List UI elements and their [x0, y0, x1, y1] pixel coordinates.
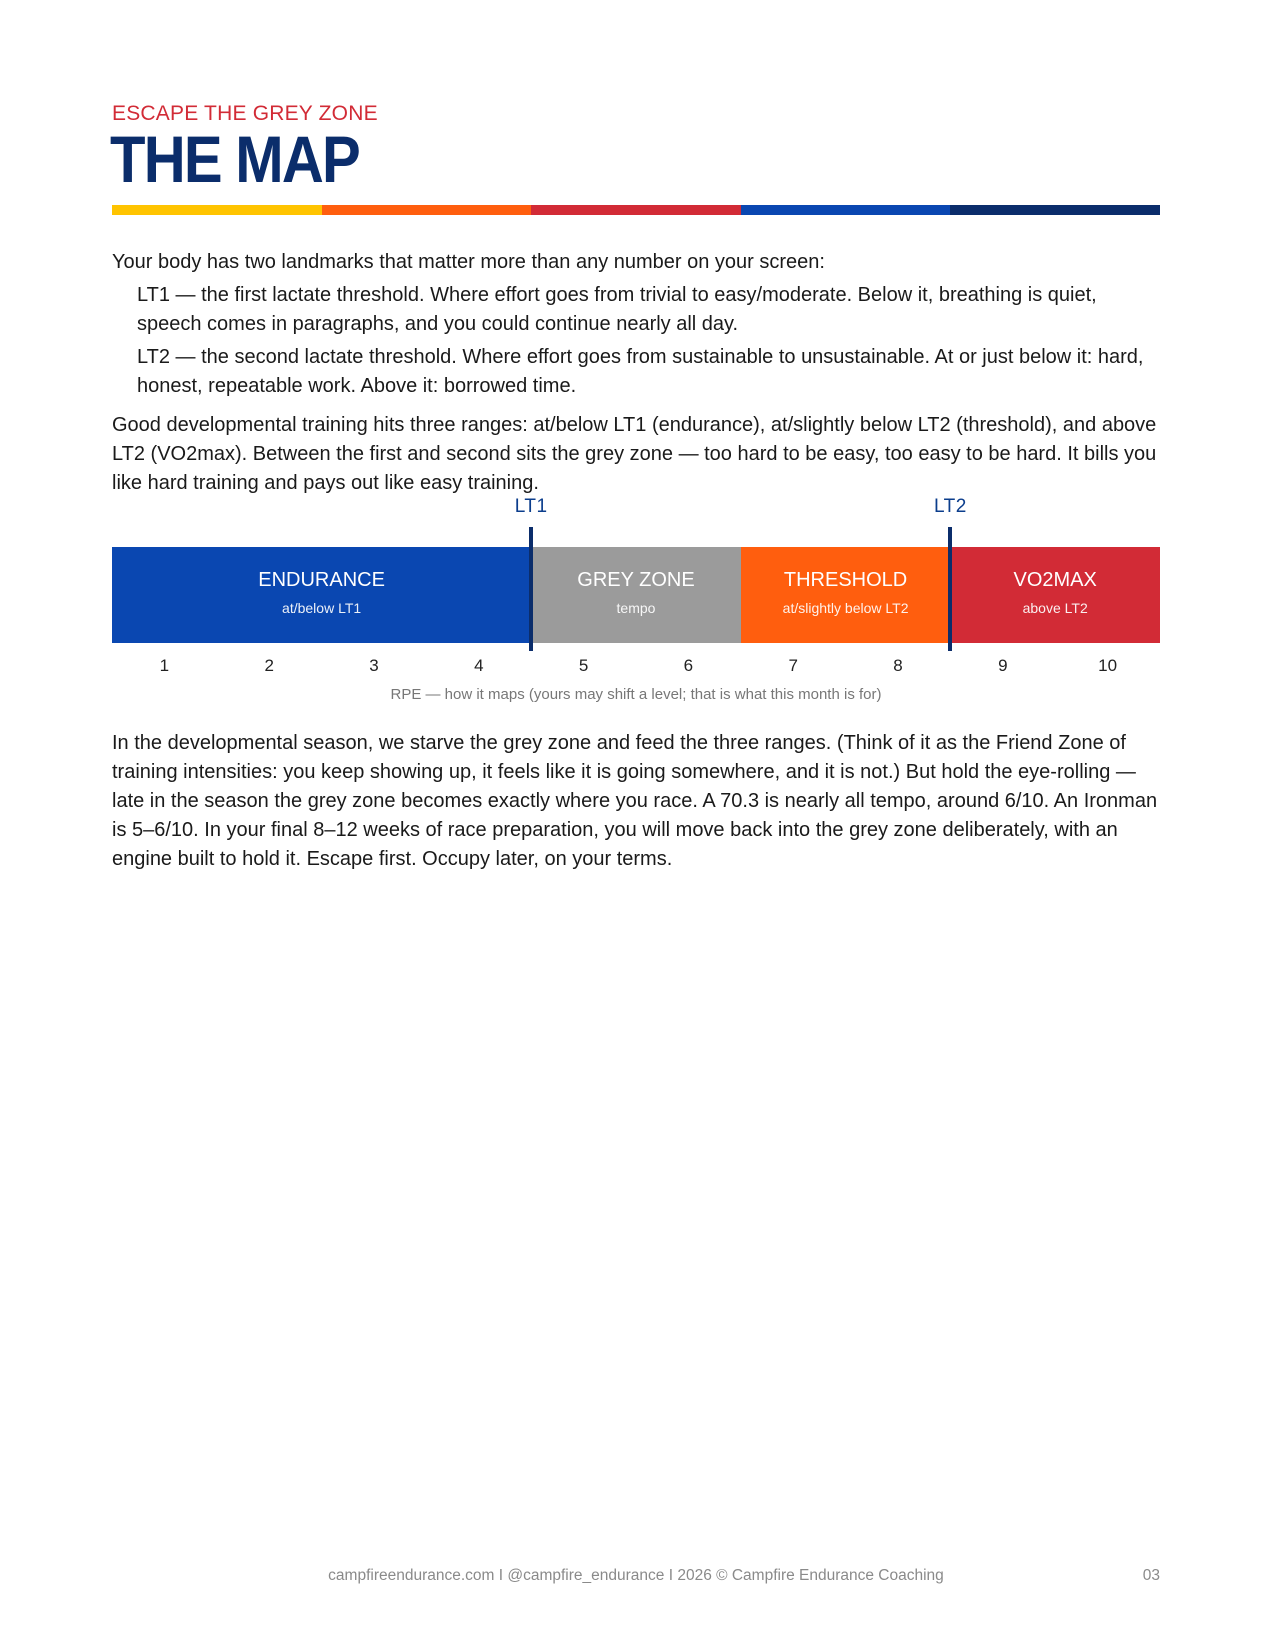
- zone-name: GREY ZONE: [577, 569, 695, 591]
- color-stripe: [112, 205, 1160, 215]
- zone-endurance: [112, 547, 531, 643]
- footer-credits: campfireendurance.com I @campfire_endurance I 2026 © Campfire Endurance Coaching: [328, 1567, 944, 1584]
- kicker: ESCAPE THE GREY ZONE: [112, 102, 378, 125]
- marker-label-lt2: LT2: [933, 496, 967, 517]
- zone-subtitle: above LT2: [1022, 600, 1088, 616]
- rpe-tick-label: 1: [159, 656, 170, 675]
- ranges-paragraph: Good developmental training hits three ranges: at/below LT1 (endurance), at/slightly below LT2 (threshold), and above LT2 (VO2max). Between the first and second sits the grey zone — too hard to be easy, too easy to be hard. It bills you like hard training and pays out like easy training.: [112, 414, 1157, 494]
- stripe-segment: [741, 205, 951, 215]
- rpe-tick-label: 5: [578, 656, 589, 675]
- page-title: THE MAP: [110, 122, 360, 196]
- zone-name: THRESHOLD: [783, 569, 908, 591]
- zone-name: ENDURANCE: [258, 569, 385, 591]
- marker-line-lt2: [948, 527, 952, 651]
- page-number: 03: [1142, 1567, 1160, 1584]
- rpe-tick-label: 3: [369, 656, 379, 675]
- zone-subtitle: tempo: [616, 600, 656, 616]
- marker-label-lt1: LT1: [514, 496, 548, 517]
- zone-threshold: [741, 547, 951, 643]
- landmark-lt1: LT1 — the first lactate threshold. Where effort goes from trivial to easy/moderate. Below it, breathing is quiet, speech comes in paragraphs, and you could continue nearly all day.: [137, 284, 1097, 335]
- intro-paragraph: Your body has two landmarks that matter more than any number on your screen:: [112, 251, 825, 273]
- zone-grey-zone: [531, 547, 741, 643]
- stripe-segment: [322, 205, 532, 215]
- rpe-caption: RPE — how it maps (yours may shift a level; that is what this month is for): [390, 686, 882, 703]
- zone-name: VO2MAX: [1013, 569, 1097, 591]
- grey-zone-paragraph: In the developmental season, we starve the grey zone and feed the three ranges. (Think of it as the Friend Zone of training intensities: you keep showing up, it feels like it is going somewhere, and it is not.) But hold the eye-rolling — late in the season the grey zone becomes exactly where you race. A 70.3 is nearly all tempo, around 6/10. An Ironman is 5–6/10. In your final 8–12 weeks of race preparation, you will move back into the grey zone deliberately, with an engine built to hold it. Escape first. Occupy later, on your terms.: [112, 732, 1158, 870]
- rpe-tick-label: 8: [893, 656, 903, 675]
- stripe-segment: [531, 205, 741, 215]
- zone-vo2max: [950, 547, 1160, 643]
- zone-bar: [112, 547, 1160, 643]
- rpe-tick-label: 4: [474, 656, 484, 675]
- rpe-tick-label: 6: [683, 656, 694, 675]
- marker-line-lt1: [529, 527, 533, 651]
- landmark-lt2: LT2 — the second lactate threshold. Where effort goes from sustainable to unsustainable. At or just below it: hard, honest, repeatable work. Above it: borrowed time.: [137, 346, 1144, 397]
- rpe-tick-label: 7: [788, 656, 798, 675]
- zone-subtitle: at/below LT1: [282, 600, 362, 616]
- rpe-tick-label: 10: [1098, 656, 1118, 675]
- rpe-tick-label: 9: [998, 656, 1008, 675]
- stripe-segment: [112, 205, 322, 215]
- rpe-tick-label: 2: [264, 656, 274, 675]
- zone-subtitle: at/slightly below LT2: [782, 600, 909, 616]
- stripe-segment: [950, 205, 1160, 215]
